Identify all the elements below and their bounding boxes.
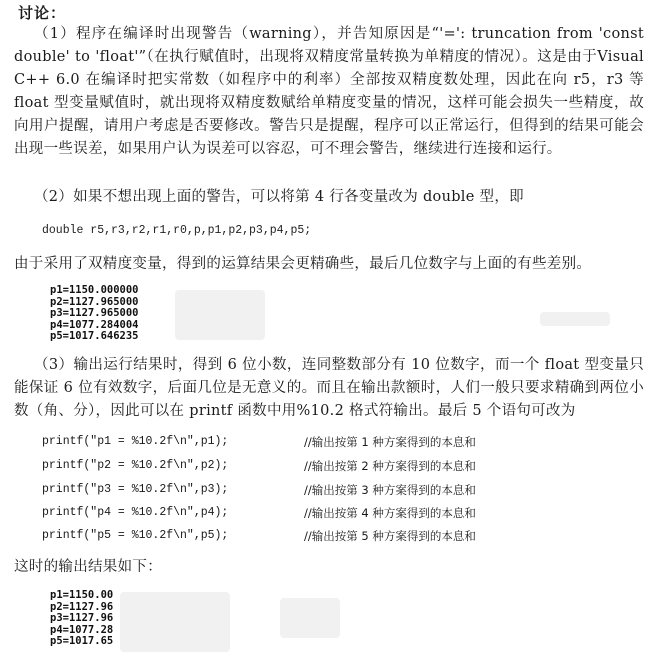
scan-smudge	[175, 290, 265, 340]
printf-code: printf("p5 = %10.2f\n",p5);	[42, 529, 229, 542]
printf-code: printf("p1 = %10.2f\n",p1);	[42, 435, 229, 448]
printf-line-1	[42, 435, 602, 455]
paragraph-3-followup: 这时的输出结果如下：	[14, 559, 162, 575]
printf-comment: //输出按第 4 种方案得到的本息和	[304, 506, 476, 520]
section-heading: 讨论：	[18, 4, 67, 22]
paragraph-3: （3）输出运行结果时，得到 6 位小数，连同整数部分有 10 位数字，而一个 float 型变量只能保证 6 位有效数字，后面几位是无意义的。而且在输出款额时，人们一般只要求精确到两位小数（角、分），因此可以在 printf 函数中用%10.2 格式符输出。最后 5 个语句可改为	[14, 357, 644, 419]
printf-comment: //输出按第 1 种方案得到的本息和	[304, 435, 476, 449]
paragraph-2: （2）如果不想出现上面的警告，可以将第 4 行各变量改为 double 型，即	[34, 189, 524, 205]
printf-comment: //输出按第 5 种方案得到的本息和	[304, 529, 476, 543]
paragraph-2-followup: 由于采用了双精度变量，得到的运算结果会更精确些，最后几位数字与上面的有些差别。	[14, 256, 592, 272]
printf-line-3	[42, 483, 602, 503]
printf-code: printf("p3 = %10.2f\n",p3);	[42, 483, 229, 496]
scan-smudge	[280, 598, 340, 638]
printf-comment: //输出按第 2 种方案得到的本息和	[304, 459, 476, 473]
printf-line-2	[42, 459, 602, 479]
double-declaration-code: double r5,r3,r2,r1,r0,p,p1,p2,p3,p4,p5;	[42, 224, 312, 237]
printf-line-5	[42, 529, 602, 549]
scan-smudge	[120, 592, 230, 652]
paragraph-1: （1）程序在编译时出现警告（warning），并告知原因是“'=': truncation from 'const double' to 'float'”（在执行赋值时，出现将双精度常量转换为单精度的情况）。这是由于Visual C++ 6.0 在编译时把实常数（如程序中的利率）全部按双精度数处理，因此在向 r5，r3 等 float 型变量赋值时，就出现将双精度数赋给单精度变量的情况，这样可能会损失一些精度，故向用户提醒，请用户考虑是否要修改。警告只是提醒，程序可以正常运行，但得到的结果可能会出现一些误差，如果用户认为误差可以容忍，可不理会警告，继续进行连接和运行。	[14, 26, 644, 157]
printf-code: printf("p2 = %10.2f\n",p2);	[42, 459, 229, 472]
printf-line-4	[42, 506, 602, 526]
scan-smudge	[540, 312, 610, 326]
program-output-two-decimals: p1=1150.00 p2=1127.96 p3=1127.96 p4=1077.28 p5=1017.65	[50, 589, 114, 647]
printf-code: printf("p4 = %10.2f\n",p4);	[42, 506, 229, 519]
printf-comment: //输出按第 3 种方案得到的本息和	[304, 483, 476, 497]
program-output-full-precision: p1=1150.000000 p2=1127.965000 p3=1127.965000 p4=1077.284004 p5=1017.646235	[50, 284, 139, 342]
